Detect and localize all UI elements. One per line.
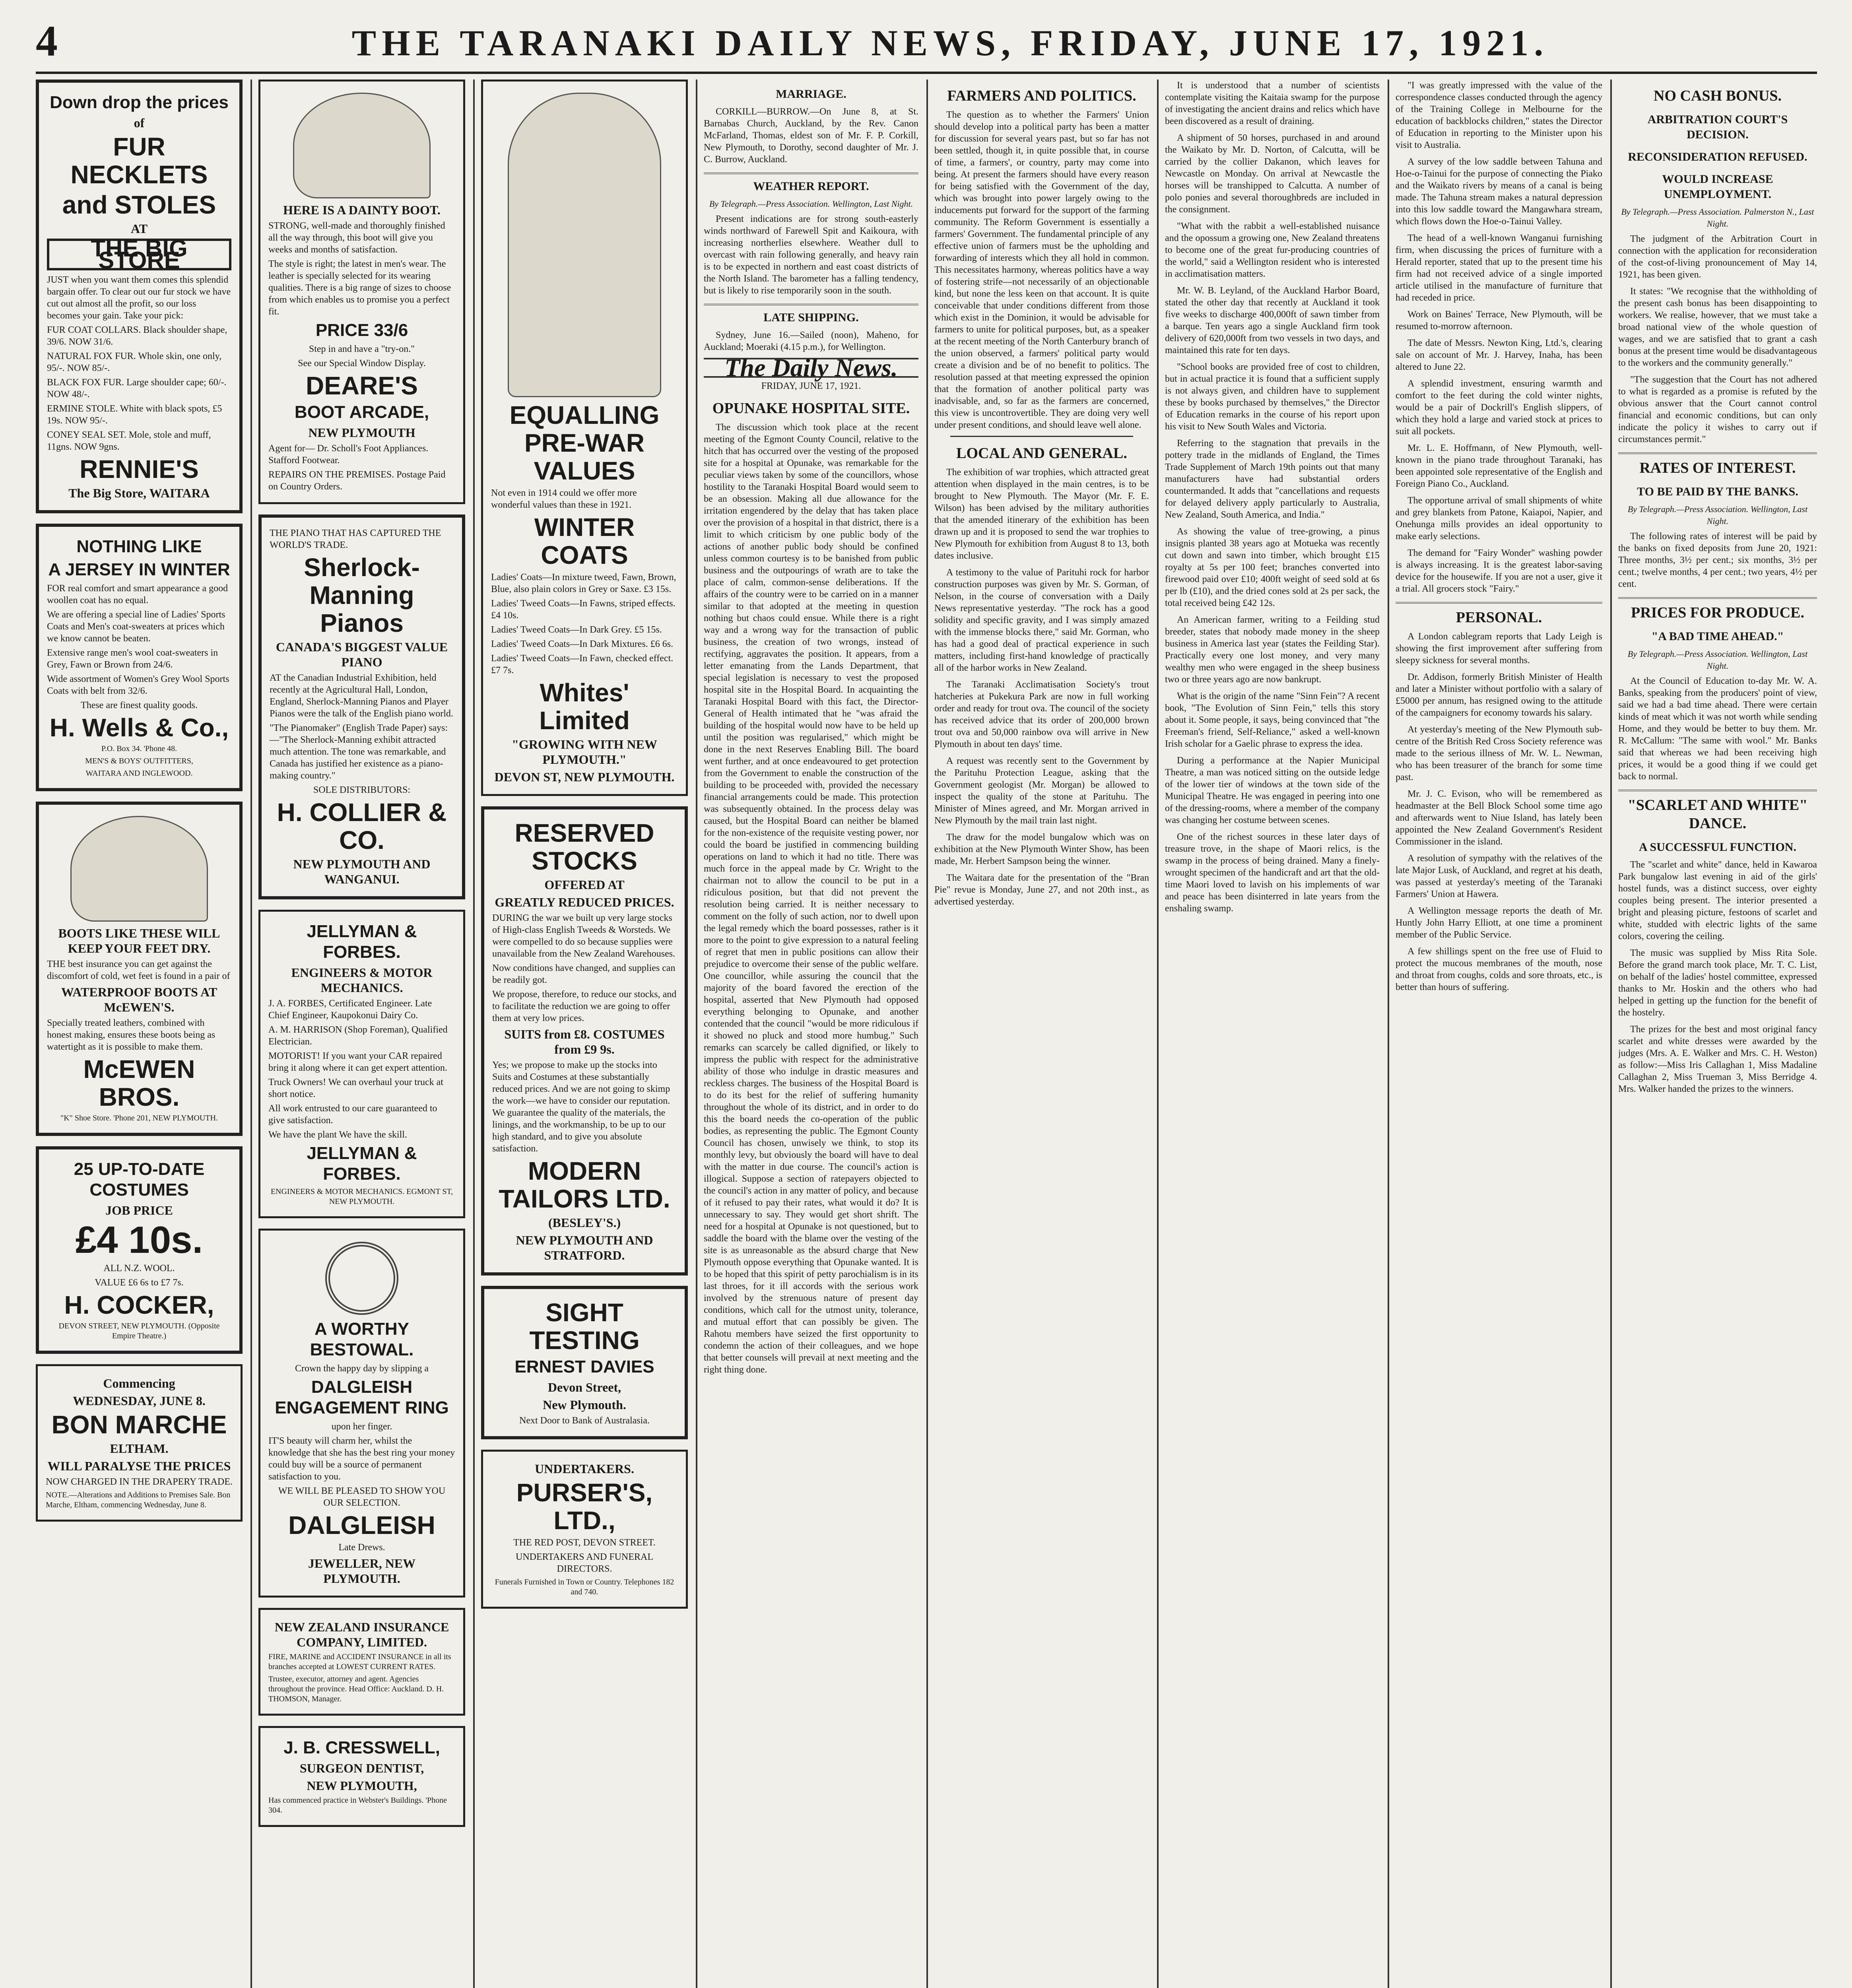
ad-text: Next Door to Bank of Australasia. <box>519 1415 650 1426</box>
article-text: It states: "We recognise that the withholding of the present cash bonus has been disappointing to workers. We realise, however, that we must take a broad national view of the whole question of wages, and we are satisfied that to grant a cash bonus at the present time would be disadvantageous to the workers and the community generally." <box>1618 286 1817 368</box>
column-divider <box>250 80 252 1988</box>
article-heading: PRICES FOR PRODUCE. <box>1618 597 1817 622</box>
ad-address: NEW PLYMOUTH, <box>307 1778 417 1793</box>
news-item: It is understood that a number of scientists contemplate visiting the Kaitaia swamp for the purpose of investigating the ancient drains and relics which have been discovered as a result of draining. <box>1165 80 1380 126</box>
ad-text: We have the plant We have the skill. <box>268 1130 407 1140</box>
article-text: "The suggestion that the Court has not adhered to what is regarded as a promise is refuted by the obvious answer that the Court cannot control financial and economic conditions, but can only indicate the policy it wishes to carry out if circumstances permit." <box>1618 375 1817 445</box>
ad-text: NOW CHARGED IN THE DRAPERY TRADE. <box>46 1477 233 1487</box>
article-heading: RATES OF INTEREST. <box>1618 452 1817 477</box>
ad-address: New Plymouth. <box>543 1398 626 1412</box>
ad-address: ENGINEERS & MOTOR MECHANICS. EGMONT ST, NEW PLYMOUTH. <box>270 1187 453 1206</box>
big-store-logo: THE BIG STORE <box>47 239 231 270</box>
ad-jellyman-forbes <box>258 910 465 1218</box>
news-item: A splendid investment, ensuring warmth and comfort to the feet during the cold winter nights, would be a pair of Dockrill's English slippers, of which they hold a large and varied stock at prices to suit all pockets. <box>1396 379 1602 437</box>
personal-item: A London cablegram reports that Lady Leigh is showing the first improvement after suffering from sleepy sickness for several months. <box>1396 631 1602 666</box>
ad-text: Step in and have a "try-on." <box>309 344 415 354</box>
column-divider <box>473 80 475 1988</box>
news-item: Work on Baines' Terrace, New Plymouth, will be resumed to-morrow afternoon. <box>1396 309 1602 332</box>
ad-text: Specially treated leathers, combined with honest making, ensures these boots being as watertight as it is possible to make them. <box>47 1018 215 1052</box>
ad-address: "K" Shoe Store. 'Phone 201, NEW PLYMOUTH. <box>60 1114 218 1122</box>
column-1 <box>36 80 243 1988</box>
news-item: One of the richest sources in these later days of treasure trove, in the shape of Maori relics, is the swamp in the process of being drained. Many a finely-wrought specimen of the handicraft and art that the old-time Maori loved to lavish on his implements of war and peace has been disinterred in late years from the enshaling swamp. <box>1165 832 1380 914</box>
ad-heading: Commencing <box>103 1376 175 1390</box>
personal-item: At yesterday's meeting of the New Plymouth sub-centre of the British Red Cross Society reference was made to the serious illness of Mr. W. L. Newman, who has been treasurer of the branch for some time past. <box>1396 724 1602 782</box>
section-heading: MARRIAGE. <box>776 87 846 101</box>
ad-address: NEW PLYMOUTH AND WANGANUI. <box>293 857 431 886</box>
article-subheading: WOULD INCREASE UNEMPLOYMENT. <box>1662 173 1773 201</box>
ad-wells <box>36 524 243 791</box>
ring-illustration <box>325 1242 398 1315</box>
news-item: The exhibition of war trophies, which attracted great attention when displayed in the main centres, is to be brought to New Plymouth. The Mayor (Mr. F. E. Wilson) has been advised by the military authorities that the amended itinerary of the exhibition has been drawn up and it is proposed to send the war trophies to New Plymouth for exhibition from August 8 to 13, both dates inclusive. <box>934 467 1149 561</box>
ad-pursers <box>481 1450 688 1609</box>
column-8 <box>1618 80 1817 1988</box>
ad-text: "The Pianomaker" (English Trade Paper) says:—"The Sherlock-Manning exhibit attracted much attention. The tone was remarkable, and Canada has justified her existence as a piano-making country." <box>270 723 448 781</box>
ad-text: NOTE.—Alterations and Additions to Premises Sale. Bon Marche, Eltham, commencing Wednesday, June 8. <box>46 1491 231 1509</box>
news-item: A testimony to the value of Parituhi rock for harbor construction purposes was given by Mr. S. Gorman, of Nelson, in the course of conversation with a Daily News representative yesterday. "The rock has a good solidity and specific gravity, and I was simply amazed with the immense blocks there," said Mr. Gorman, who has had a good deal of practical experience in such matters, including first-hand knowledge of practically all of the harbor works in New Zealand. <box>934 567 1149 673</box>
section-heading: LOCAL AND GENERAL. <box>956 445 1127 462</box>
ad-text: Crown the happy day by slipping a <box>295 1363 429 1374</box>
newspaper-title: THE TARANAKI DAILY NEWS, FRIDAY, JUNE 17, 1921. <box>351 23 1549 63</box>
section-heading: LATE SHIPPING. <box>704 304 918 325</box>
ad-heading: HERE IS A DAINTY BOOT. <box>283 203 441 217</box>
ad-text: Agent for— Dr. Scholl's Foot Appliances. Stafford Footwear. <box>268 443 429 466</box>
column-divider <box>1157 80 1159 1988</box>
ad-text: VALUE £6 6s to £7 7s. <box>95 1277 184 1288</box>
ad-text: Yes; we propose to make up the stocks into Suits and Costumes at these substantially reduced prices. And we are not going to skimp the work—we have to consider our reputation. We guarantee the quality of the materials, the linings, and the workmanship, to be up to our high standard, and to give you absolute satisfaction. <box>492 1060 670 1154</box>
news-item: The demand for "Fairy Wonder" washing powder is always increasing. It is the greatest labor-saving device for the housewife. If you are not a user, give it a trial. All grocers stock "Fairy." <box>1396 548 1602 594</box>
marriage-notice: CORKILL—BURROW.—On June 8, at St. Barnabas Church, Auckland, by the Rev. Canon McFarland, Thomas, eldest son of Mr. F. P. Corkill, New Plymouth, to Dorothy, second daughter of Mr. J. C. Burrow, Auckland. <box>704 107 918 165</box>
section-heading: WEATHER REPORT. <box>704 173 918 194</box>
ad-heading: JELLYMAN & FORBES. <box>307 922 417 962</box>
ad-nz-insurance <box>258 1608 465 1716</box>
section-heading: PERSONAL. <box>1396 602 1602 627</box>
ad-address: WAITARA AND INGLEWOOD. <box>85 769 193 778</box>
ad-collier <box>258 514 465 899</box>
byline: By Telegraph.—Press Association. Wellington, Last Night. <box>1627 649 1808 671</box>
ad-address: DEVON ST, NEW PLYMOUTH. <box>494 770 675 784</box>
ad-text: Truck Owners! We can overhaul your truck at short notice. <box>268 1077 443 1099</box>
ad-heading: 25 UP-TO-DATE COSTUMES <box>74 1159 205 1200</box>
ad-text: Wide assortment of Women's Grey Wool Sports Coats with belt from 32/6. <box>47 674 229 696</box>
ad-text: All work entrusted to our care guaranteed to give satisfaction. <box>268 1103 437 1126</box>
article-text: The music was supplied by Miss Rita Sole. Before the grand march took place, Mr. T. C. List, on behalf of the ladies' hostel committee, expressed thanks to Mr. Hoskin and the others who had helped in getting up the function for the benefit of the hostelry. <box>1618 948 1817 1018</box>
shipping-report: Sydney, June 16.—Sailed (noon), Maheno, for Auckland; Moeraki (4.15 p.m.), for Wellington. <box>704 330 918 352</box>
ad-address: DEVON STREET, NEW PLYMOUTH. (Opposite Empire Theatre.) <box>58 1322 220 1340</box>
ad-text: JUST when you want them comes this splendid bargain offer. To clear out our fur stock we have cut out almost all the profit, so our loss becomes your gain. Take your pick: <box>47 275 231 321</box>
ad-bon-marche <box>36 1364 243 1522</box>
ad-heading: SIGHT TESTING <box>529 1298 640 1355</box>
ad-advertiser-name: J. B. CRESSWELL, <box>283 1738 440 1757</box>
personal-item: Dr. Addison, formerly British Minister of Health and later a Minister without portfolio with a salary of £5000 per annum, has resigned owing to the attitude of the campaigners for economy towards his salary. <box>1396 672 1602 718</box>
ad-item: Ladies' Tweed Coats—In Dark Grey. £5 15s. <box>491 625 662 635</box>
ad-address: The Big Store, WAITARA <box>68 486 210 500</box>
ad-text: MOTORIST! If you want your CAR repaired bring it along where it can get expert attention. <box>268 1051 447 1073</box>
ad-heading: NEW ZEALAND INSURANCE COMPANY, LIMITED. <box>274 1620 449 1649</box>
ad-text: Late Drews. <box>338 1542 385 1553</box>
ad-heading: JELLYMAN & FORBES. <box>307 1143 417 1184</box>
news-item: A survey of the low saddle between Tahuna and Hoe-o-Tainui for the purpose of connecting the Piako and the Waikato rivers by means of a canal is being made. The Tahuna stream makes a natural depression into this low saddle toward the Mangawhara stream, which flows down the Hoe-o-Tainui Valley. <box>1396 157 1602 227</box>
ad-heading: WINTER COATS <box>534 513 635 569</box>
article-heading: NO CASH BONUS. <box>1654 87 1782 104</box>
ad-slogan: "GROWING WITH NEW PLYMOUTH." <box>512 737 657 767</box>
column-divider <box>926 80 928 1988</box>
news-item: Mr. W. B. Leyland, of the Auckland Harbor Board, stated the other day that recently at Auckland it took five weeks to discharge 400,000ft of sawn timber from a barque. Ten years ago a single Auckland firm took delivery of 620,000ft from two vessels in two days, and maintained this rate for ten days. <box>1165 285 1380 355</box>
ad-advertiser-name: PURSER'S, LTD., <box>516 1478 653 1535</box>
news-item: The date of Messrs. Newton King, Ltd.'s, clearing sale on account of Mr. J. Harvey, Inaha, has been altered to June 22. <box>1396 338 1602 372</box>
byline: By Telegraph.—Press Association. Wellington, Last Night. <box>709 199 913 209</box>
news-item: The opportune arrival of small shipments of white and grey blankets from Patone, Kaiapoi, Napier, and Onehunga mills provides an ideal opportunity to make early selections. <box>1396 495 1602 542</box>
ad-text: IT'S beauty will charm her, whilst the knowledge that she has the best ring your money could buy will be a source of permanent satisfaction to you. <box>268 1436 455 1482</box>
ad-advertiser-name: ERNEST DAVIES <box>514 1357 654 1376</box>
ad-heading: WATERPROOF BOOTS AT McEWEN'S. <box>61 985 217 1014</box>
column-4 <box>704 80 918 1988</box>
ad-text: Now conditions have changed, and supplies can be readily got. <box>492 963 676 985</box>
ad-deare <box>258 80 465 504</box>
ad-text: FOR real comfort and smart appearance a good woollen coat has no equal. <box>47 583 228 606</box>
divider <box>950 436 1133 437</box>
news-item: "What with the rabbit a well-established nuisance and the opossum a growing one, New Zealand threatens to become one of the great fur-producing countries of the world," said a Wellington resident who is interested in acclimatisation matters. <box>1165 221 1380 279</box>
ad-heading: A JERSEY IN WINTER <box>48 560 230 579</box>
ad-text: A. M. HARRISON (Shop Foreman), Qualified Electrician. <box>268 1025 448 1047</box>
ad-text: The style is right; the latest in men's wear. The leather is specially selected for its wearing qualities. There is a big range of sizes to choose from which enables us to promise you a perfect fit. <box>268 259 451 317</box>
ad-text: See our Special Window Display. <box>298 358 426 369</box>
news-item: As showing the value of tree-growing, a pinus insignis planted 38 years ago at Motueka was recently cut down and sawn into timber, which brought £15 royalty at 5s per 100 feet; branches converted into firewood paid over £10; 400ft weight of seed sold at 6s per lb (£10), and the dried cones sold at 2s per sack, the total received being £42 12s. <box>1165 526 1380 608</box>
ad-text: SOLE DISTRIBUTORS: <box>313 785 411 795</box>
byline: By Telegraph.—Press Association. Palmerston N., Last Night. <box>1621 207 1814 229</box>
lady-illustration <box>508 93 661 397</box>
personal-item: A Wellington message reports the death of Mr. Huntly John Harry Elliott, at one time a prominent member of the Public Service. <box>1396 906 1602 940</box>
ad-heading: DALGLEISH ENGAGEMENT RING <box>275 1377 449 1417</box>
ad-text: Extensive range men's wool coat-sweaters in Grey, Fawn or Brown from 24/6. <box>47 648 218 670</box>
article-text: The question as to whether the Farmers' Union should develop into a political party has been a matter for discussion for several years past, but so far has not been settled, though it, in quite possible that, in course of time, a farmers', or country, party may come into being. At present the farmers should have every reason for being satisfied with the Government of the day, which was brought into power largely owing to the inducements put forward for the support of the farming community. The Reform Government is essentially a farmers' Government. The fundamental principle of any effective union of farmers must be the upholding and forwarding of interests which they all hold in common. This necessitates harmony, whereas politics have a way of fostering strife—not necessarily of an objectionable kind, but none the less keen on that account. It is quite conceivable that under conditions different from those which exist in the Dominion, it would be advisable for farmers to unite for political purposes, but, as a speaker at the recent meeting of the North Canterbury branch of the union observed, a farmers' political party would create a division and be of no benefit to politics. The resolution passed at that meeting expressed the opinion that the formation of another political party was inadvisable, and, so far as the farmers are concerned, this view is uncontrovertible. They are doing very well under present conditions, and should leave well alone. <box>934 110 1149 430</box>
ad-address: JEWELLER, NEW PLYMOUTH. <box>308 1556 416 1586</box>
ad-item: Ladies' Tweed Coats—In Fawns, striped effects. £4 10s. <box>491 598 676 621</box>
ad-ernest-davies <box>481 1286 688 1439</box>
ad-heading: SUITS from £8. COSTUMES from £9 9s. <box>504 1027 665 1056</box>
ad-heading: WILL PARALYSE THE PRICES <box>47 1459 231 1473</box>
ad-text: Not even in 1914 could we offer more wonderful values than these in 1921. <box>491 488 637 510</box>
ad-text: We propose, therefore, to reduce our stocks, and to facilitate the reduction we are going to offer them at very low prices. <box>492 989 677 1023</box>
article-heading: FARMERS AND POLITICS. <box>947 87 1136 104</box>
ad-text: WE WILL BE PLEASED TO SHOW YOU OUR SELECTION. <box>278 1486 446 1508</box>
editorial-date: FRIDAY, JUNE 17, 1921. <box>761 381 861 391</box>
ad-address: P.O. Box 34. 'Phone 48. <box>101 744 177 753</box>
ad-advertiser-name: BON MARCHE <box>51 1410 227 1439</box>
column-divider <box>1388 80 1389 1988</box>
ad-text: upon her finger. <box>331 1421 392 1432</box>
ad-modern-tailors <box>481 806 688 1276</box>
ad-item: Ladies' Tweed Coats—In Fawn, checked effect. £7 7s. <box>491 653 674 676</box>
ad-text: UNDERTAKERS AND FUNERAL DIRECTORS. <box>516 1552 653 1574</box>
ad-text: AT the Canadian Industrial Exhibition, held recently at the Agricultural Hall, London, England, Sherlock-Manning Pianos and Player Pianos were the talk of the English piano world. <box>270 673 453 719</box>
article-text: The following rates of interest will be paid by the banks on fixed deposits from June 20, 1921: Three months, 3½ per cent.; six months, 3½ per cent.; twelve months, 4 per cent.; two years, 4½ per cent. <box>1618 531 1817 589</box>
personal-item: Mr. J. C. Evison, who will be remembered as headmaster at the Bell Block School some time ago and afterwards went to Niue Island, has lately been appointed the New Zealand Government's Resident Commissioner in the island. <box>1396 789 1602 847</box>
newspaper-nameplate: The Daily News. <box>704 358 918 378</box>
article-subheading: RECONSIDERATION REFUSED. <box>1628 150 1807 163</box>
news-item: The Taranaki Acclimatisation Society's trout hatcheries at Pukekura Park are now in full working order and ready for trout ova. The council of the society has received advice that its order of 200,000 brown trout ova and 50,000 rainbow ova will arrive in New Plymouth in about ten days' time. <box>934 679 1149 749</box>
personal-item: A resolution of sympathy with the relatives of the late Major Lusk, of Auckland, and regret at his death, was passed at yesterday's meeting of the Taranaki Farmers' Union at Hawera. <box>1396 853 1602 899</box>
ad-text: J. A. FORBES, Certificated Engineer. Late Chief Engineer, Kaupokonui Dairy Co. <box>268 998 432 1021</box>
ad-advertiser-name: DEARE'S <box>306 371 418 400</box>
article-heading: "SCARLET AND WHITE" DANCE. <box>1618 790 1817 833</box>
ad-text: DURING the war we built up very large stocks of High-class English Tweeds & Worsteds. We were compelled to do so because supplies were unavailable from the New Zealand Warehouses. <box>492 913 676 959</box>
ad-rennies <box>36 80 243 513</box>
ad-advertiser-name: MODERN TAILORS LTD. <box>499 1157 670 1213</box>
ad-heading: GREATLY REDUCED PRICES. <box>495 895 674 909</box>
article-text: The judgment of the Arbitration Court in connection with the application for reconsideration of the cost-of-living pronouncement of May 14, 1921, has been given. <box>1618 234 1817 280</box>
column-5 <box>934 80 1149 1988</box>
boot-illustration <box>70 816 208 922</box>
ad-advertiser-name: H. COCKER, <box>64 1291 214 1319</box>
ad-heading: UNDERTAKERS. <box>535 1462 634 1476</box>
ad-heading: A WORTHY BESTOWAL. <box>310 1319 414 1359</box>
news-item: During a performance at the Napier Municipal Theatre, a man was noticed sitting on the outside ledge of the lower tier of windows at the town side of the Municipal Theatre. He was engaged in peering into one of the dressing-rooms, where a member of the company was changing her costume between scenes. <box>1165 755 1380 825</box>
ad-heading: WEDNESDAY, JUNE 8. <box>73 1394 206 1408</box>
column-divider <box>1610 80 1612 1988</box>
ad-text: STRONG, well-made and thoroughly finished all the way through, this boot will give you weeks and months of satisfaction. <box>268 221 445 255</box>
news-item: The draw for the model bungalow which was on exhibition at the New Plymouth Winter Show, has been made, Mr. Herbert Sampson being the winner. <box>934 832 1149 866</box>
ad-text: Has commenced practice in Webster's Buildings. 'Phone 304. <box>268 1796 447 1815</box>
ad-text: REPAIRS ON THE PREMISES. Postage Paid on Country Orders. <box>268 470 446 492</box>
ad-cocker <box>36 1146 243 1354</box>
ad-address: NEW PLYMOUTH <box>308 425 415 440</box>
ad-heading: Sherlock-Manning Pianos <box>304 553 420 637</box>
ad-advertiser-name: McEWEN BROS. <box>83 1055 195 1111</box>
news-item: "I was greatly impressed with the value of the correspondence classes conducted through the agency of the Training College in Melbourne for the education of backblocks children," states the Director of Education in reporting to the Minister upon his visit to Australia. <box>1396 80 1602 150</box>
article-subheading: "A BAD TIME AHEAD." <box>1651 630 1784 643</box>
ad-item: CONEY SEAL SET. Mole, stole and muff, 11gns. NOW 9gns. <box>47 430 211 452</box>
ad-subheading: CANADA'S BIGGEST VALUE PIANO <box>276 640 448 669</box>
article-text: The prizes for the best and most original fancy scarlet and white dresses were awarded by the judges (Mrs. A. E. Walker and Mrs. C. H. Weston) as follow:—Miss Iris Callaghan 1, Miss Madaline Callaghan 2, Miss Trueman 3, Miss Berridge 4. Mrs. Walker handed the prizes to the winners. <box>1618 1024 1817 1094</box>
ad-subheading: AT <box>130 221 148 236</box>
ad-heading: EQUALLING PRE-WAR VALUES <box>509 401 660 485</box>
ad-text: Funerals Furnished in Town or Country. Telephones 182 and 740. <box>495 1578 674 1596</box>
ad-text: Trustee, executor, attorney and agent. Agencies throughout the province. Head Office: Auckland. D. H. THOMSON, Manager. <box>268 1675 444 1703</box>
ad-address: NEW PLYMOUTH AND STRATFORD. <box>516 1233 653 1262</box>
ad-advertiser-name: RENNIE'S <box>80 455 199 483</box>
news-item: A request was recently sent to the Government by the Parituhu Protection League, asking that the Government geologist (Mr. Morgan) be allowed to inspect the quality of the stone at Parituhu. The Minister of Mines agreed, and Mr. Morgan arrived in New Plymouth by the mail train last night. <box>934 756 1149 826</box>
news-item: The Waitara date for the presentation of the "Bran Pie" revue is Monday, June 27, and not 20th inst., as advertised yesterday. <box>934 873 1149 907</box>
shoe-illustration <box>293 93 431 198</box>
news-item: An American farmer, writing to a Feilding stud breeder, states that nobody made money in the sheep business in America last year (states the Feilding Star). Practically every one lost money, and very many wealthy men who were engaged in the sheep business two or three years ago are now bankrupt. <box>1165 615 1380 685</box>
weather-report: Present indications are for strong south-easterly winds northward of Farewell Spit and Kaikoura, with increasing northerlies elsewhere. Weather dull to overcast with rain following generally, and heavy rain is to be expected in northern and east coast districts of the North Island. The barometer has a falling tendency, but is likely to rise temporarily soon in the south. <box>704 214 918 296</box>
ad-advertiser-name: Whites' Limited <box>539 678 630 735</box>
ad-item: BLACK FOX FUR. Large shoulder cape; 60/-. NOW 48/-. <box>47 377 227 400</box>
ad-dalgleish <box>258 1229 465 1598</box>
news-item: Referring to the stagnation that prevails in the pottery trade in the midlands of England, the Times Trade Supplement of March 19th points out that many manufacturers have had substantial orders countermanded. It adds that "cancellations and requests for delayed delivery apply particularly to Australia, New Zealand, South America, and India." <box>1165 438 1380 520</box>
ad-text: THE PIANO THAT HAS CAPTURED THE WORLD'S TRADE. <box>270 528 441 550</box>
article-text: The "scarlet and white" dance, held in Kawaroa Park bungalow last evening in aid of the girls' hostel funds, was a distinct success, over eighty couples being present. The interior presented a bright and pleasing picture, festoons of scarlet and white, studded with electric lights of the same colors, covering the ceiling. <box>1618 860 1817 942</box>
page-number: 4 <box>36 17 58 65</box>
ad-text: ALL N.Z. WOOL. <box>103 1263 175 1274</box>
ad-heading: and STOLES <box>62 190 216 219</box>
ad-subheading: SURGEON DENTIST, <box>299 1761 424 1775</box>
ad-item: FUR COAT COLLARS. Black shoulder shape, 39/6. NOW 31/6. <box>47 325 227 347</box>
ad-advertiser-name: BOOT ARCADE, <box>294 402 429 422</box>
news-item: A shipment of 50 horses, purchased in and around the Waikato by Mr. D. Norton, of Calcutta, will be carried by the collier Dakanon, which leaves for Newcastle on Monday. On arrival at Newcastle the horses will be transhipped to Calcutta. A number of polo ponies and several thoroughbreds are included in the consignment. <box>1165 133 1380 215</box>
ad-text: THE RED POST, DEVON STREET. <box>513 1538 656 1548</box>
ad-advertiser-name: H. Wells & Co., <box>49 713 229 742</box>
news-item: "School books are provided free of cost to children, but in actual practice it is found that a sufficient supply is not always given, and children have to supplement these by books purchased by themselves," the Director of Education remarks in the course of his report upon his visit to New South Wales and Victoria. <box>1165 362 1380 432</box>
ad-subheading: (BESLEY'S.) <box>548 1215 621 1230</box>
personal-item: A few shillings spent on the free use of Fluid to protect the mucous membranes of the mouth, nose and throat from coughs, colds and sore throats, etc., is better than hours of suffering. <box>1396 946 1602 992</box>
column-6 <box>1165 80 1380 1988</box>
editorial-heading: OPUNAKE HOSPITAL SITE. <box>712 400 910 417</box>
column-3 <box>481 80 688 1988</box>
ad-price: PRICE 33/6 <box>315 320 408 340</box>
ad-item: Ladies' Tweed Coats—In Dark Mixtures. £6 6s. <box>491 639 674 649</box>
ad-advertiser-name: H. COLLIER & CO. <box>277 798 447 854</box>
ad-subheading: JOB PRICE <box>105 1203 173 1217</box>
ad-address: ELTHAM. <box>110 1441 169 1456</box>
ad-whites <box>481 80 688 796</box>
ad-heading: Down drop the prices <box>50 93 229 112</box>
ad-mcewen <box>36 802 243 1136</box>
column-2 <box>258 80 465 1988</box>
ad-cresswell <box>258 1726 465 1827</box>
ad-price: £4 10s. <box>75 1219 203 1261</box>
news-item: The head of a well-known Wanganui furnishing firm, when discussing the prices of furniture with a Herald reporter, stated that up to the present time his firm had not received advice of a single imported article utilised in the manufacture of furniture that had receded in price. <box>1396 233 1602 303</box>
editorial-text: The discussion which took place at the recent meeting of the Egmont County Council, relative to the hitch that has occurred over the vesting of the proposed site for a hospital at Opunake, was remarkable for the peculiar views taken by some of the councillors, whose hostility to the Taranaki Hospital Board would seem to be an obsession. Making all due allowance for the irritation engendered by the delay that has taken place over the provision of a hospital in that district, there is a limit to which criticism by one public body of the actions of another public body should be confined unless common courtesy is to be banished from public business and the outpourings of wrath are to take the place of calm, common-sense deliberations. If the affairs of the country were to be carried on in a manner similar to that adopted at the meeting in question nothing but chaos could ensue. While there is a right way and a wrong way for the transaction of public business, the creation of two wrongs, instead of rectifying, aggravates the position. It appears, from a letter emanating from the Lands Department, that special legislation is necessary to vest the proposed hospital site in the Hospital Board. In acquainting the Taranaki Hospital Board with this fact, the Director-General of Health intimated that he "was afraid the building of the hospital would now have to be held up until the position was regularised," which might be done in the next Reserves Enabling Bill. The board went further, and at once endeavoured to get protection from the Government to enable the construction of the building to be proceeded with, provided the necessary financial arrangements could be made. This protection was subsequently obtained. In the process delay was caused, but the Hospital Board can neither be blamed for the non-existence of the requisite vesting power, nor could the board be justified in commencing building operations on land to which it had no title. There was much force in the appeal made by Cr. Wright to the chairman not to allow the council to be put in a ridiculous position, but that did not prevent the resolution being carried. It is neither necessary to comment on the folly of such action, nor to dwell upon the legal remedy which the board possesses, rather is it more to the point to give expression to a natural feeling of regret that men in public positions can allow their prejudice to overcome their sense of the public welfare. One councillor, while assuring the council that the majority of the board favored the erection of the hospital, asserted that New Plymouth had opposed everything belonging to Opunake, and another contended that the council "would be more ridiculous if it showed no pluck and stood more humbug." Such remarks can scarcely be called dignified, or likely to impress the public with respect for the administrative ability of those who indulge in drastic measures and reckless charges. The business of the Hospital Board is to do its best for the relief of suffering humanity throughout the whole of its district, and in order to do this the board needs the co-operation of the public bodies, as representing the public. The Egmont County Council has chosen, unwisely we think, to stop its monthly levy, but obviously the board will have to deal with the matter in due course. The council's action is illogical. Suppose a section of ratepayers objected to the council's action in any matter of policy, and because of it refused to pay their rates, what would it do? It is unnecessary to say. They would get short shrift. The need for a hospital at Opunake is not questioned, but to saddle the board with the blame over the vesting of the site is as unreasonable as the absurd charge that New Plymouth oppose everything that Opunake wanted. It is to be hoped that this spirit of petty parochialism is in its last throes, for it ill accords with the serious work involved by the strenuous nature of present day conditions, which call for the utmost unity, tolerance, and mutual effort that can possibly be given. The Rahotu members have seized the first opportunity to condemn the action of their colleagues, and we hope that better counsels will prevail at next meeting and the right thing done. <box>704 422 918 1375</box>
ad-heading: RESERVED STOCKS <box>514 819 654 875</box>
ad-subheading: of <box>134 116 145 130</box>
ad-text: We are offering a special line of Ladies' Sports Coats and Men's coat-sweaters at prices which we know cannot be beaten. <box>47 610 225 644</box>
ad-item: Ladies' Coats—In mixture tweed, Fawn, Brown, Blue, also plain colors in Grey or Saxe. £3 15s. <box>491 572 676 594</box>
ad-item: NATURAL FOX FUR. Whole skin, one only, 95/-. NOW 85/-. <box>47 351 222 373</box>
ad-text: THE best insurance you can get against the discomfort of cold, wet feet is found in a pair of <box>47 959 230 981</box>
article-subheading: TO BE PAID BY THE BANKS. <box>1637 485 1798 498</box>
ad-text: FIRE, MARINE and ACCIDENT INSURANCE in all its branches accepted at LOWEST CURRENT RATES. <box>268 1652 451 1671</box>
ad-text: These are finest quality goods. <box>81 700 198 711</box>
ad-address: MEN'S & BOYS' OUTFITTERS, <box>85 757 193 765</box>
ad-item: ERMINE STOLE. White with black spots, £5 19s. NOW 95/-. <box>47 404 222 426</box>
ad-address: Devon Street, <box>547 1380 621 1394</box>
ad-heading: NOTHING LIKE <box>76 537 202 556</box>
article-text: At the Council of Education to-day Mr. W. A. Banks, speaking from the producers' point of view, said we had a bad time ahead. There were certain kinds of meat which it was not worth while sending Home, and they would be better to buy them. Mr. R. McCallum: "The same with wool." Mr. Banks said that whereas we had been receiving high prices, it would be a good thing if we could get back to normal. <box>1618 676 1817 782</box>
article-subheading: ARBITRATION COURT'S DECISION. <box>1647 113 1788 141</box>
column-7 <box>1396 80 1602 1988</box>
column-divider <box>696 80 697 1988</box>
ad-subheading: OFFERED AT <box>544 878 625 892</box>
article-subheading: A SUCCESSFUL FUNCTION. <box>1639 841 1796 854</box>
news-item: Mr. L. E. Hoffmann, of New Plymouth, well-known in the piano trade throughout Taranaki, has been appointed sole representative of the English and Foreign Piano Co., Auckland. <box>1396 443 1602 489</box>
byline: By Telegraph.—Press Association. Wellington, Last Night. <box>1627 504 1808 526</box>
ad-heading: BOOTS LIKE THESE WILL KEEP YOUR FEET DRY. <box>58 926 220 955</box>
ad-subheading: ENGINEERS & MOTOR MECHANICS. <box>291 965 433 995</box>
news-item: What is the origin of the name "Sinn Fein"? A recent book, "The Evolution of Sinn Fein," tells this story about it. Some people, it says, being convinced that "the Freeman's friend, Self-Reliance," asked a well-known Irish scholar for a Gaelic phrase to express the idea. <box>1165 691 1380 749</box>
masthead <box>36 12 1817 74</box>
ad-heading: FUR NECKLETS <box>70 132 208 189</box>
ad-advertiser-name: DALGLEISH <box>288 1511 435 1540</box>
